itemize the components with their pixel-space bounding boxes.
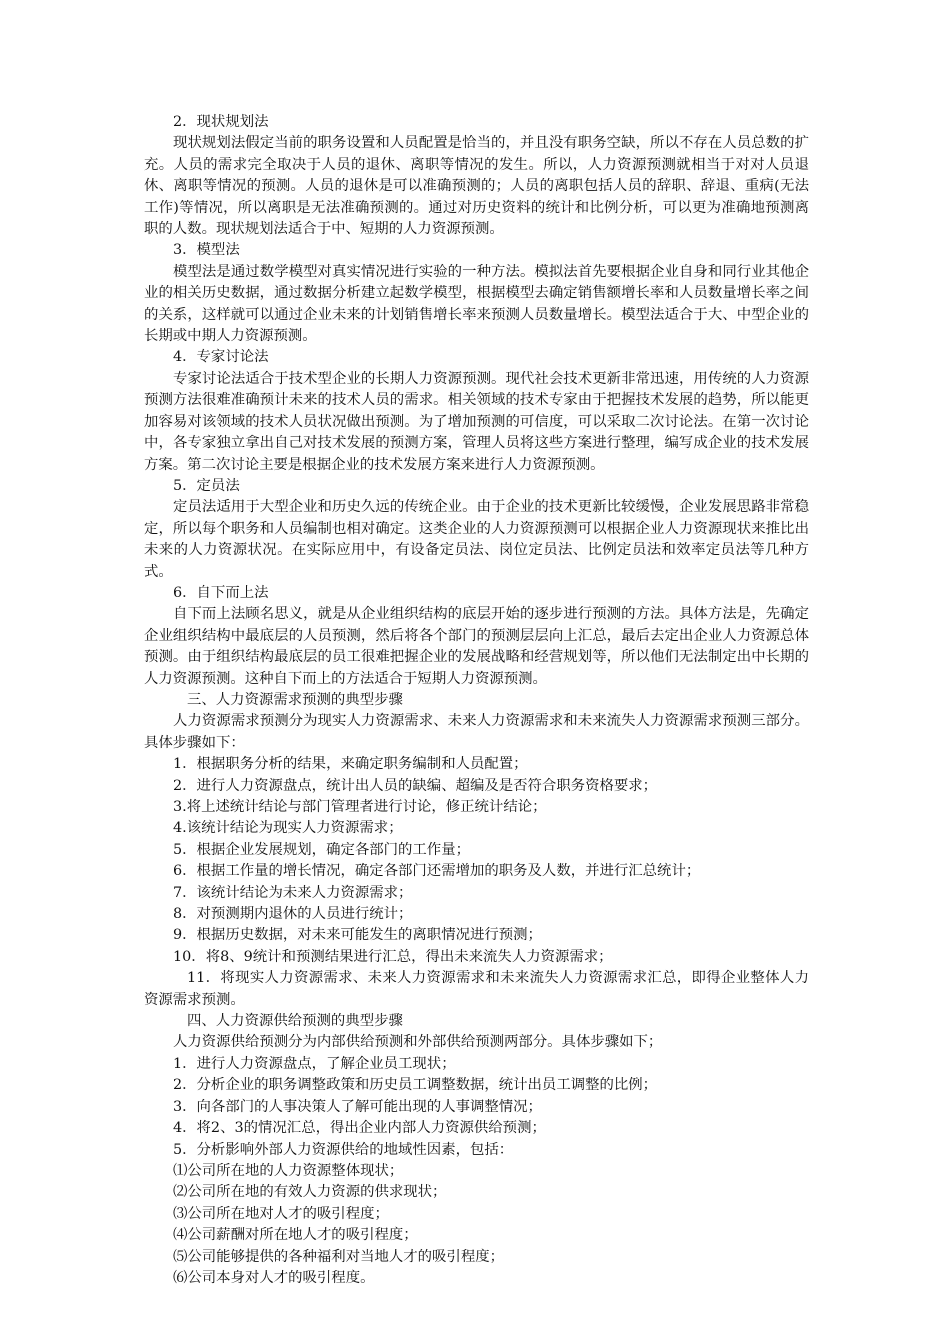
paragraph-expert-discussion: 专家讨论法适合于技术型企业的长期人力资源预测。现代社会技术更新非常迅速，用传统的人力资源预测方法很难准确预计未来的技术人员的需求。相关领域的技术专家由于把握技术发展的趋势，所以能更加容易对该领域的技术人员状况做出预测。为了增加预测的可信度，可以采取二次讨论法。在第一次讨论中，各专家独立拿出自己对技术发展的预测方案，管理人员将这些方案进行整理，编写成企业的技术发展方案。第二次讨论主要是根据企业的技术发展方案来进行人力资源预测。 — [144, 370, 809, 473]
list-item: 11．将现实人力资源需求、未来人力资源需求和未来流失人力资源需求汇总，即得企业整体人力资源需求预测。 — [144, 970, 809, 1008]
list-item: 7．该统计结论为未来人力资源需求； — [173, 884, 413, 901]
list-item: 5．分析影响外部人力资源供给的地域性因素，包括： — [173, 1141, 514, 1158]
list-item: 1．根据职务分析的结果，来确定职务编制和人员配置； — [173, 756, 528, 773]
section-heading-demand-steps: 三、人力资源需求预测的典型步骤 — [187, 691, 403, 708]
paragraph-supply-intro: 人力资源供给预测分为内部供给预测和外部供给预测两部分。具体步骤如下； — [173, 1034, 663, 1051]
list-item: 2．分析企业的职务调整政策和历史员工调整数据，统计出员工调整的比例； — [173, 1077, 658, 1094]
sub-list-item: ⑹公司本身对人才的吸引程度。 — [173, 1269, 375, 1286]
list-item: 3.将上述统计结论与部门管理者进行讨论，修正统计结论； — [173, 799, 547, 815]
list-item: 4.该统计结论为现实人力资源需求； — [173, 820, 403, 837]
section-heading-bottom-up: 6．自下而上法 — [173, 584, 269, 601]
section-heading-expert-discussion: 4．专家讨论法 — [173, 349, 269, 366]
section-heading-model-method: 3．模型法 — [173, 242, 240, 259]
paragraph-bottom-up: 自下而上法顾名思义，就是从企业组织结构的底层开始的逐步进行预测的方法。具体方法是，先确定企业组织结构中最底层的人员预测，然后将各个部门的预测层层向上汇总，最后去定出企业人力资源总体预测。由于组织结构最底层的员工很难把握企业的发展战略和经营规划等，所以他们无法制定出中长期的人力资源预测。这种自下而上的方法适合于短期人力资源预测。 — [144, 606, 809, 687]
list-item: 2．进行人力资源盘点，统计出人员的缺编、超编及是否符合职务资格要求； — [173, 777, 658, 794]
list-item: 3．向各部门的人事决策人了解可能出现的人事调整情况； — [173, 1098, 542, 1115]
paragraph-model-method: 模型法是通过数学模型对真实情况进行实验的一种方法。模拟法首先要根据企业自身和同行业其他企业的相关历史数据，通过数据分析建立起数学模型，根据模型去确定销售额增长率和人员数量增长率之间的关系，这样就可以通过企业未来的计划销售增长率来预测人员数量增长。模型法适合于大、中型企业的长期或中期人力资源预测。 — [144, 263, 809, 345]
sub-list-item: ⑴公司所在地的人力资源整体现状； — [173, 1162, 404, 1179]
sub-list-item: ⑸公司能够提供的各种福利对当地人才的吸引程度； — [173, 1248, 504, 1265]
document-page — [144, 112, 809, 1289]
list-item: 10．将8、9统计和预测结果进行汇总，得出未来流失人力资源需求； — [173, 948, 613, 965]
sub-list-item: ⑷公司薪酬对所在地人才的吸引程度； — [173, 1227, 418, 1244]
list-item: 1．进行人力资源盘点，了解企业员工现状； — [173, 1055, 456, 1072]
section-heading-status-quo-planning: 2．现状规划法 — [173, 114, 269, 130]
list-item: 8．对预测期内退休的人员进行统计； — [173, 906, 413, 923]
paragraph-status-quo-planning: 现状规划法假定当前的职务设置和人员配置是恰当的，并且没有职务空缺，所以不存在人员总数的扩充。人员的需求完全取决于人员的退休、离职等情况的发生。所以，人力资源预测就相当于对对人员退休、离职等情况的预测。人员的退休是可以准确预测的；人员的离职包括人员的辞职、辞退、重病(无法工作)等情况，所以离职是无法准确预测的。通过对历史资料的统计和比例分析，可以更为准确地预测离职的人数。现状规划法适合于中、短期的人力资源预测。 — [144, 135, 809, 238]
list-item: 4．将2、3的情况汇总，得出企业内部人力资源供给预测； — [173, 1120, 546, 1137]
section-heading-staffing-quota: 5．定员法 — [173, 477, 240, 494]
list-item: 5．根据企业发展规划，确定各部门的工作量； — [173, 841, 470, 858]
paragraph-staffing-quota: 定员法适用于大型企业和历史久远的传统企业。由于企业的技术更新比较缓慢，企业发展思路非常稳定，所以每个职务和人员编制也相对确定。这类企业的人力资源预测可以根据企业人力资源现状来推比出未来的人力资源状况。在实际应用中，有设备定员法、岗位定员法、比例定员法和效率定员法等几种方式。 — [144, 499, 809, 580]
section-heading-supply-steps: 四、人力资源供给预测的典型步骤 — [187, 1013, 403, 1030]
paragraph-demand-intro: 人力资源需求预测分为现实人力资源需求、未来人力资源需求和未来流失人力资源需求预测三部分。具体步骤如下： — [144, 713, 809, 751]
sub-list-item: ⑵公司所在地的有效人力资源的供求现状； — [173, 1184, 447, 1201]
list-item: 6．根据工作量的增长情况，确定各部门还需增加的职务及人数，并进行汇总统计； — [173, 863, 701, 880]
list-item: 9．根据历史数据，对未来可能发生的离职情况进行预测； — [173, 927, 542, 944]
sub-list-item: ⑶公司所在地对人才的吸引程度； — [173, 1205, 389, 1222]
